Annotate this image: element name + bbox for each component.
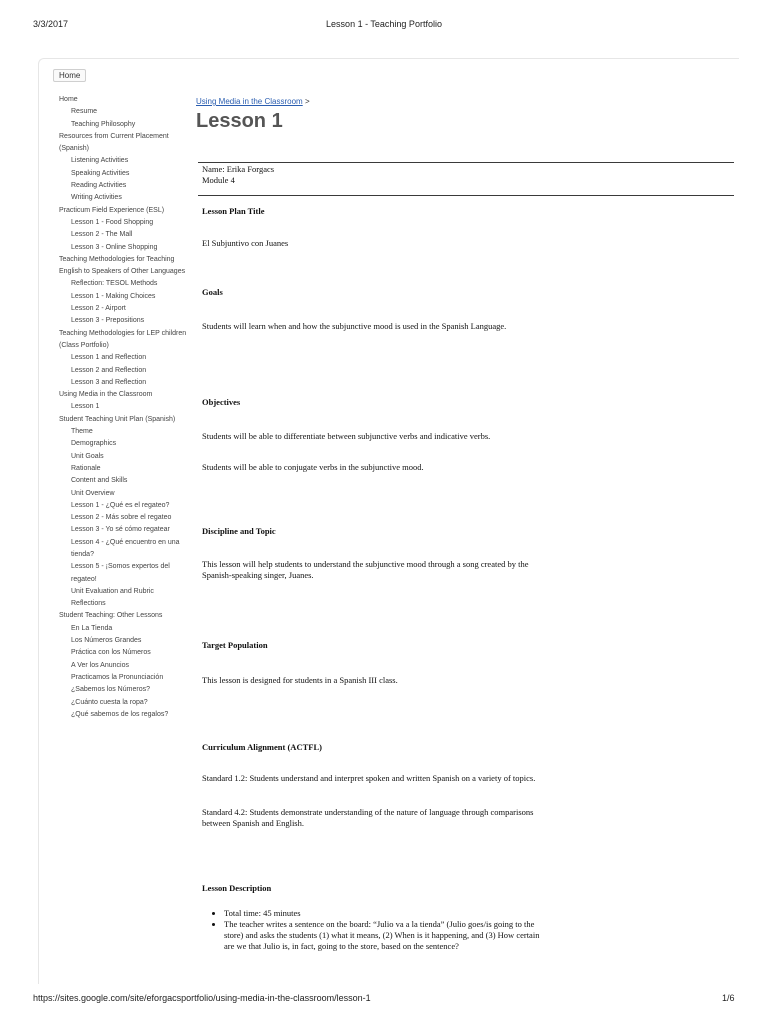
sidebar-nav-item[interactable]: En La Tienda <box>71 624 113 632</box>
sidebar-nav-item[interactable]: Lesson 2 - Airport <box>71 305 126 313</box>
sidebar-nav <box>59 94 189 721</box>
sidebar-nav-item[interactable]: Resume <box>71 108 98 116</box>
sidebar-nav-item[interactable]: Unit Overview <box>71 489 115 497</box>
sidebar-nav-item[interactable]: A Ver los Anuncios <box>71 661 129 669</box>
sidebar-nav-item[interactable]: Resources from Current Placement (Spanish) <box>59 132 169 153</box>
sidebar-nav-item[interactable]: ¿Cuánto cuesta la ropa? <box>71 698 148 706</box>
print-page-number: 1/6 <box>722 993 735 1003</box>
target-text: This lesson is designed for students in a Spanish III class. <box>202 675 398 685</box>
sidebar-nav-item[interactable]: Practicum Field Experience (ESL) <box>59 206 165 214</box>
print-url: https://sites.google.com/site/eforgacsportfolio/using-media-in-the-classroom/lesson-1 <box>33 993 371 1003</box>
standard-1-text: : Students understand and interpret spoken and written Spanish on a variety of topics. <box>244 773 536 783</box>
sidebar-nav-item[interactable]: Unit Goals <box>71 452 104 460</box>
site-container <box>38 58 739 984</box>
goals-text: Students will learn when and how the subjunctive mood is used in the Spanish Language. <box>202 321 507 331</box>
sidebar-nav-item[interactable]: Listening Activities <box>71 157 129 165</box>
lesson-plan-title-text: El Subjuntivo con Juanes <box>202 238 289 248</box>
sidebar-nav-item[interactable]: Reading Activities <box>71 182 127 190</box>
sidebar-nav-item[interactable]: Los Números Grandes <box>71 637 142 645</box>
sidebar-nav-item[interactable]: Lesson 2 and Reflection <box>71 366 147 374</box>
sidebar-nav-item[interactable]: Reflections <box>71 600 106 608</box>
sidebar-nav-item[interactable]: Lesson 2 - The Mall <box>71 231 133 239</box>
sidebar-nav-item[interactable]: Student Teaching Unit Plan (Spanish) <box>59 415 176 423</box>
sidebar-nav-item[interactable]: Teaching Philosophy <box>71 120 136 128</box>
divider <box>198 195 734 196</box>
sidebar-nav-item[interactable]: Reflection: TESOL Methods <box>71 280 158 288</box>
sidebar-nav-item[interactable]: Lesson 5 - ¡Somos expertos del regateo! <box>71 563 170 583</box>
sidebar-nav-item[interactable]: Rationale <box>71 464 101 472</box>
sidebar-nav-item[interactable]: Student Teaching: Other Lessons <box>59 612 163 620</box>
objectives-heading: Objectives <box>202 397 241 407</box>
sidebar-nav-item[interactable]: Theme <box>71 428 93 436</box>
breadcrumb-link[interactable]: Using Media in the Classroom <box>196 97 303 106</box>
standard-1 <box>202 773 542 784</box>
sidebar-nav-item[interactable]: Speaking Activities <box>71 169 130 177</box>
sidebar-nav-item[interactable]: Using Media in the Classroom <box>59 391 153 399</box>
sidebar-nav-item[interactable]: Teaching Methodologies for LEP children (Class Portfolio) <box>59 329 187 349</box>
sidebar-nav-item[interactable]: Teaching Methodologies for Teaching English to Speakers of Other Languages <box>59 255 186 276</box>
sidebar-nav-item[interactable]: Lesson 3 and Reflection <box>71 378 147 386</box>
sidebar-nav-item[interactable]: Lesson 2 - Más sobre el regateo <box>71 514 172 522</box>
sidebar-nav-item[interactable]: Content and Skills <box>71 477 128 485</box>
target-heading: Target Population <box>202 640 268 650</box>
sidebar-nav-item[interactable]: Lesson 1 - ¿Qué es el regateo? <box>71 501 170 509</box>
curriculum-heading: Curriculum Alignment (ACTFL) <box>202 742 322 752</box>
print-title: Lesson 1 - Teaching Portfolio <box>326 19 442 29</box>
lesson-plan-title-heading: Lesson Plan Title <box>202 206 265 216</box>
discipline-text: This lesson will help students to understand the subjunctive mood through a song created by the Spanish-speaking singer, Juanes. <box>202 559 529 580</box>
sidebar-nav-item[interactable]: Lesson 3 - Yo sé cómo regatear <box>71 526 170 534</box>
standard-2-label: Standard 4.2 <box>202 807 245 817</box>
goals-heading: Goals <box>202 287 223 297</box>
sidebar-nav-item[interactable]: ¿Qué sabemos de los regalos? <box>71 710 169 718</box>
sidebar-nav-item[interactable]: Lesson 3 - Prepositions <box>71 317 145 325</box>
sidebar-nav-item[interactable]: Lesson 1 - Making Choices <box>71 292 156 300</box>
print-date: 3/3/2017 <box>33 19 69 29</box>
sidebar-nav-item[interactable]: Lesson 1 and Reflection <box>71 354 147 362</box>
sidebar-nav-item[interactable]: Lesson 4 - ¿Qué encuentro en una tienda? <box>71 538 180 558</box>
name-line: Name: Erika Forgacs <box>202 164 275 174</box>
home-button[interactable]: Home <box>53 69 86 82</box>
standard-1-label: Standard 1.2 <box>202 773 245 783</box>
divider <box>198 162 734 163</box>
description-item: • The teacher writes a sentence on the board: “Julio va a la tienda” (Julio goes/is going to the store) and asks the students (1) what it means, (2) When is it happening, and (3) How certain are we that Julio is, in fact, going to the store, based on the sentence? <box>224 919 542 952</box>
description-heading: Lesson Description <box>202 883 272 893</box>
module-line: Module 4 <box>202 175 235 185</box>
sidebar-nav-item[interactable]: Demographics <box>71 440 117 448</box>
description-list <box>202 908 542 952</box>
breadcrumb <box>196 97 310 106</box>
sidebar-nav-item[interactable]: ¿Sabemos los Números? <box>71 686 150 694</box>
author-block <box>202 164 542 186</box>
sidebar-nav-item[interactable]: Writing Activities <box>71 194 122 202</box>
description-item: • Total time: 45 minutes <box>224 908 542 919</box>
breadcrumb-separator: > <box>304 97 310 106</box>
sidebar-nav-item[interactable]: Practicamos la Pronunciación <box>71 673 164 681</box>
standard-2-text: : Students demonstrate understanding of the nature of language through comparisons between Spanish and English. <box>202 807 534 828</box>
standard-2 <box>202 807 542 829</box>
objective-2: Students will be able to conjugate verbs in the subjunctive mood. <box>202 462 424 472</box>
description-list-wrap <box>202 908 542 952</box>
sidebar-nav-item[interactable]: Lesson 1 - Food Shopping <box>71 218 154 226</box>
sidebar-nav-item[interactable]: Home <box>59 96 78 103</box>
discipline-heading: Discipline and Topic <box>202 526 276 536</box>
sidebar-nav-item[interactable]: Unit Evaluation and Rubric <box>71 587 154 595</box>
sidebar-nav-item[interactable]: Lesson 3 - Online Shopping <box>71 243 158 251</box>
sidebar-nav-item[interactable]: Práctica con los Números <box>71 649 151 657</box>
objective-1: Students will be able to differentiate between subjunctive verbs and indicative verbs. <box>202 431 491 441</box>
page-title: Lesson 1 <box>196 110 283 132</box>
sidebar-nav-item[interactable]: Lesson 1 <box>71 403 100 411</box>
